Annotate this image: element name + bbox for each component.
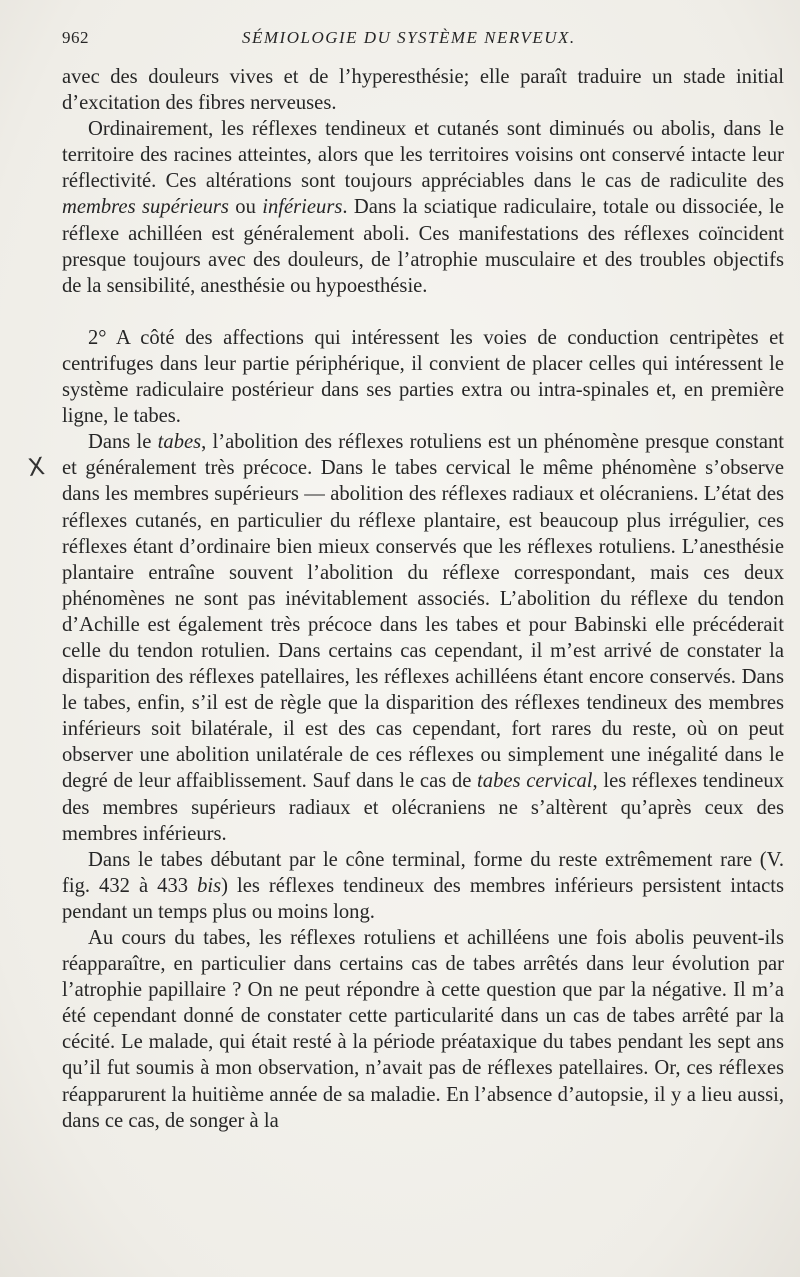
page-number: 962 bbox=[62, 28, 89, 47]
paragraph-reflexes-radiculitis: Ordinairement, les réflexes tendineux et cutanés sont diminués ou abolis, dans le territoire des racines atteintes, alors que les territoires voisins ont conservé intacte leur réflectivité. Ces altérations sont toujours appréciables dans le cas de radiculite des membres supérieurs ou inférieurs. Dans la sciatique radiculaire, totale ou dissociée, le réflexe achilléen est généralement aboli. Ces manifestations des réflexes coïncident presque toujours avec des douleurs, de l’atrophie musculaire et des troubles objectifs de la sensibilité, anesthésie ou hypoesthésie. bbox=[62, 118, 784, 297]
paragraph-cone-terminal: Dans le tabes débutant par le cône terminal, forme du reste extrêmement rare (V. fig. 432 à 433 bis) les réflexes tendineux des membres inférieurs persistent intacts pendant un temps plus ou moins long. bbox=[62, 848, 785, 923]
emphasis-inferieurs: inférieurs bbox=[262, 196, 343, 219]
paragraph-section-2: 2° A côté des affections qui intéressent les voies de conduction centripètes et centrifuges dans leur partie périphérique, il convient de placer celles qui intéressent le système radiculaire postérieur dans ses parties extra ou intra-spinales et, en première ligne, le tabes. bbox=[62, 326, 784, 428]
emphasis-membres-superieurs: membres supérieurs bbox=[62, 196, 229, 219]
paragraph-tabes: Dans le tabes, l’abolition des réflexes rotuliens est un phénomène presque constant et généralement très précoce. Dans le tabes cervical le même phénomène s’observe dans les membres supérieurs — abolition des réflexes radiaux et olécraniens. L’état des réflexes cutanés, en particulier du réflexe plantaire, est beaucoup plus irrégulier, ces réflexes étant d’ordinaire bien mieux conservés que les réflexes rotuliens. L’anesthésie plantaire entraîne souvent l’abolition du réflexe correspondant, mais ces deux phénomènes ne sont pas inévitablement associés. L’abolition du réflexe du tendon d’Achille est également très précoce dans les tabes et pour Babinski elle précéderait celle du tendon rotulien. Dans certains cas cependant, il m’est arrivé de constater la disparition des réflexes patellaires, les réflexes achilléens étant encore conservés. Dans le tabes, enfin, s’il est de règle que la disparition des réflexes tendineux des membres inférieurs soit bilatérale, il est des cas cependant, fort rares du reste, où on peut observer une abolition unilatérale de ces réflexes ou simplement une inégalité dans le degré de leur affaiblissement. Sauf dans le cas de tabes cervical, les réflexes tendineux des membres supérieurs radiaux et olécraniens ne s’altèrent qu’après ceux des membres inférieurs. bbox=[62, 431, 784, 845]
page-header bbox=[62, 28, 782, 56]
body-text bbox=[62, 64, 784, 1134]
paragraph-continuation: avec des douleurs vives et de l’hyperesthésie; elle paraît traduire un stade initial d’excitation des fibres nerveuses. bbox=[62, 66, 784, 115]
paragraph-reappearance: Au cours du tabes, les réflexes rotuliens et achilléens une fois abolis peuvent-ils réapparaître, en particulier dans certains cas de tabes arrêtés dans leur évolution par l’atrophie papillaire ? On ne peut répondre à cette question que par la négative. Il m’a été cependant donné de constater cette particularité dans un cas de tabes arrêté par la cécité. Le malade, qui était resté à la période préataxique du tabes pendant les sept ans qu’il fut soumis à mon observation, n’avait pas de réflexes patellaires. Or, ces réflexes réapparurent la huitième année de sa maladie. En l’absence d’autopsie, il y a lieu aussi, dans ce cas, de songer à la bbox=[62, 927, 784, 1132]
emphasis-tabes: tabes bbox=[157, 431, 202, 454]
emphasis-tabes-cervical: tabes cervical bbox=[477, 770, 593, 793]
handwritten-margin-mark: X bbox=[26, 451, 47, 483]
running-title: SÉMIOLOGIE DU SYSTÈME NERVEUX. bbox=[242, 28, 576, 47]
emphasis-bis: bis bbox=[197, 874, 222, 897]
